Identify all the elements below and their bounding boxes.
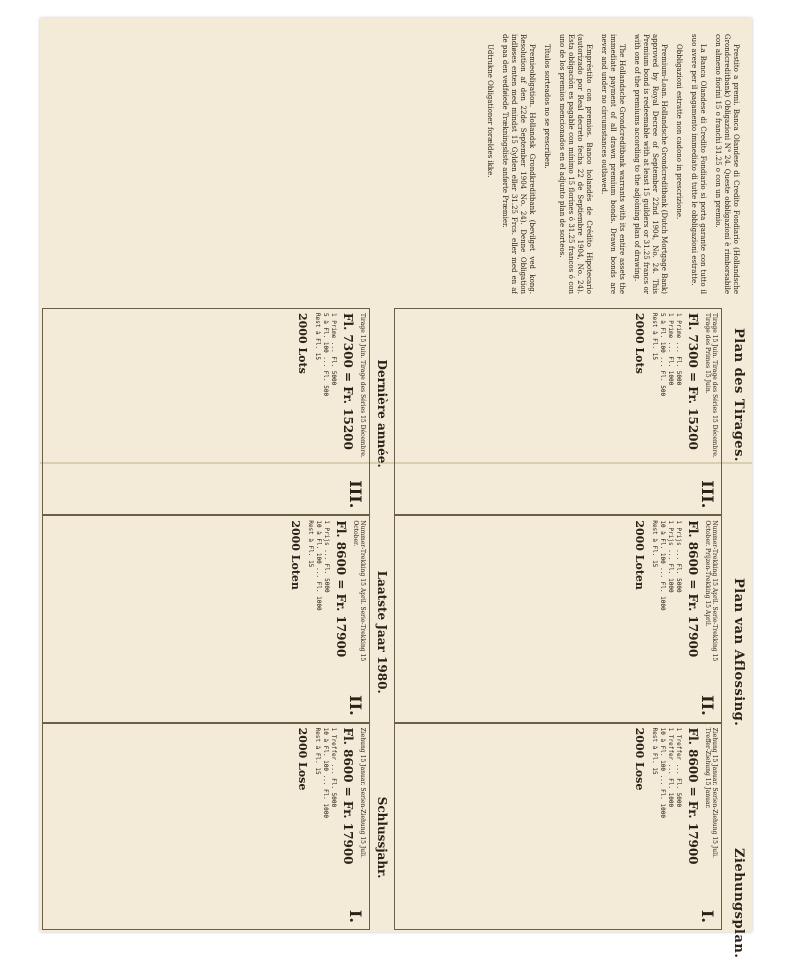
block-schedule: Nummer-Trekking 15 April. Serie-Trekking 15 October. Prijzen-Trekking 15 April.: [704, 520, 718, 662]
block-sum: 2000 Lose: [633, 727, 646, 791]
block-sum: 2000 Loten: [633, 520, 646, 590]
paragraph: La Banca Olandese di Credito Fondiario si porta garante con tutto il suo avere per il pagamento immediato di tutte le obbligazioni estratte.: [690, 34, 707, 294]
table-row: Rest à Fl. 15: [307, 520, 314, 568]
table-row: Rest à Fl. 15: [651, 727, 658, 775]
paragraph: Empréstito con premios. Banco holandés de Crédito Hipotecario (autorizado por Real decreto fecha 22 de Septiembre 1904, No. 24). Esta obligación es pagable con mínimo 15 florines ó 31.25 francos ó con uno de los premios mencionados en el adjunto plan de sorteos.: [558, 34, 593, 294]
table-row: 10 à Fl. 100 ... Fl. 1000: [315, 520, 322, 611]
block-rows: [313, 728, 337, 925]
table-row: 1 Prijs ... Fl. 5000: [675, 520, 682, 593]
heading-french: Plan des Tirages.: [731, 328, 746, 462]
block-sum: 2000 Lose: [296, 727, 309, 791]
block-schedule: Tirage 15 Juin. Tirage des Séries 15 Décembre.: [359, 313, 366, 458]
plan-block: [394, 723, 722, 930]
table-row: 1 Prijs ... Fl. 5000: [323, 520, 330, 593]
block-number: II.: [698, 695, 717, 716]
paragraph: Udtrukne Obligationer forældes ikke.: [486, 44, 494, 178]
block-total: Fl. 8600 = Fr. 17900: [686, 520, 700, 658]
table-row: Rest à Fl. 15: [314, 313, 321, 360]
condition-paragraphs: [50, 34, 740, 294]
table-row: 1 Prime ... Fl. 5000: [675, 313, 682, 386]
plan-block: [42, 723, 370, 930]
block-total: Fl. 8600 = Fr. 17900: [341, 727, 355, 865]
block-number: II.: [346, 695, 365, 716]
table-row: 10 à Fl. 100 ... Fl. 1000: [659, 727, 666, 818]
block-rows: [650, 728, 682, 925]
table-row: Rest à Fl. 15: [314, 727, 321, 775]
table-row: 1 Treffer ... Fl. 1000: [667, 727, 674, 808]
heading-final-german: Schlussjahr.: [375, 796, 389, 879]
block-rows: [650, 313, 682, 510]
drawing-plan-grid: [42, 308, 722, 930]
block-schedule: Nummer-Trekking 15 April. Serie-Trekking 15 October.: [352, 520, 366, 662]
table-row: 10 à Fl. 100 ... Fl. 1000: [322, 727, 329, 818]
table-row: 10 à Fl. 100 ... Fl. 1000: [659, 520, 666, 611]
table-row: Rest à Fl. 15: [651, 520, 658, 568]
block-schedule: Tirage 15 Juin. Tirage des Séries 15 Décembre. Tirage des Primes 15 Juin.: [704, 313, 718, 458]
plan-block: [42, 308, 370, 515]
block-sum: 2000 Loten: [289, 520, 302, 590]
paragraph: Premium-Loan. Hollandsche Grondcreditbank (Dutch Mortgage Bank) approved by Royal Decree of September 22nd 1904, No. 24. This Premium bond is redeemable with at least 15 guilders or 31.25 francs or with one of the premiums according to the adjoining plan of drawing.: [633, 34, 668, 294]
table-row: 1 Prime ... Fl. 1000: [667, 313, 674, 386]
block-number: III.: [346, 480, 365, 509]
plan-block: [394, 515, 722, 722]
block-rows: [306, 520, 330, 717]
block-schedule: Ziehung 15 Januar. Serien-Ziehung 15 Juli.: [359, 727, 366, 858]
block-rows: [313, 313, 337, 510]
table-row: 1 Prime ... Fl. 5000: [330, 313, 337, 386]
heading-final-dutch: Laatste Jaar 1980.: [375, 570, 389, 694]
paragraph: Títulos sorteados no se prescriben.: [543, 44, 551, 169]
heading-german: Ziehungsplan.: [731, 848, 746, 959]
paragraph: Prestito a premi. Banca Olandese di Credito Fondiario (Hollandsche Grondcreditbank) Obligazioni N° 24. Queste obbligazioni è rimborsabile con almeno fiorini 15 o franchi 31.25 o con un premio.: [714, 34, 740, 294]
heading-final-french: Dernière année.: [375, 359, 389, 468]
plan-headings: [722, 308, 746, 959]
rotated-page: [40, 26, 748, 959]
block-total: Fl. 7300 = Fr. 15200: [341, 313, 355, 450]
table-row: 5 à Fl. 100 ... Fl. 500: [322, 313, 329, 397]
block-sum: 2000 Lots: [296, 313, 309, 374]
table-row: 1 Treffer ... Fl. 5000: [330, 727, 337, 808]
plan-block: [42, 515, 370, 722]
block-total: Fl. 8600 = Fr. 17900: [334, 520, 348, 658]
paragraph: The Hollandsche Grondcreditbank warrants with its entire assets the immediate payment of all drawn premium bonds. Drawn bonds are never and under no circumstances outlawed.: [600, 34, 626, 294]
block-total: Fl. 7300 = Fr. 15200: [686, 313, 700, 450]
block-number: I.: [346, 909, 365, 923]
block-schedule: Ziehung 15 Januar. Serien-Ziehung 15 Juli. Treffer-Ziehung 15 Januar.: [704, 727, 718, 858]
block-rows: [650, 520, 682, 717]
paragraph: Obbligazioni estratte non cadono in prescrizione.: [675, 44, 683, 220]
table-row: Rest à Fl. 15: [651, 313, 658, 360]
table-row: 1 Treffer ... Fl. 5000: [675, 727, 682, 808]
table-row: 5 à Fl. 100 ... Fl. 500: [659, 313, 666, 397]
block-total: Fl. 8600 = Fr. 17900: [686, 727, 700, 865]
plan-block: [394, 308, 722, 515]
block-number: I.: [698, 909, 717, 923]
table-row: 1 Prijs ... Fl. 1000: [667, 520, 674, 593]
block-sum: 2000 Lots: [633, 313, 646, 374]
paragraph: Premieobligation. Hollandsk Grondkreditbank (bevilget ved kong. Resolution af den 22de September 1904 No. 24). Denne Obligation indløses enten med mindst 15 Gylden eller 31.25 Frcs. eller med en af de paa den vedføiede Trækningsliste anførte Præmier.: [501, 34, 536, 294]
final-year-headings: [370, 308, 394, 930]
heading-dutch: Plan van Aflossing.: [731, 578, 746, 727]
block-number: III.: [698, 480, 717, 509]
